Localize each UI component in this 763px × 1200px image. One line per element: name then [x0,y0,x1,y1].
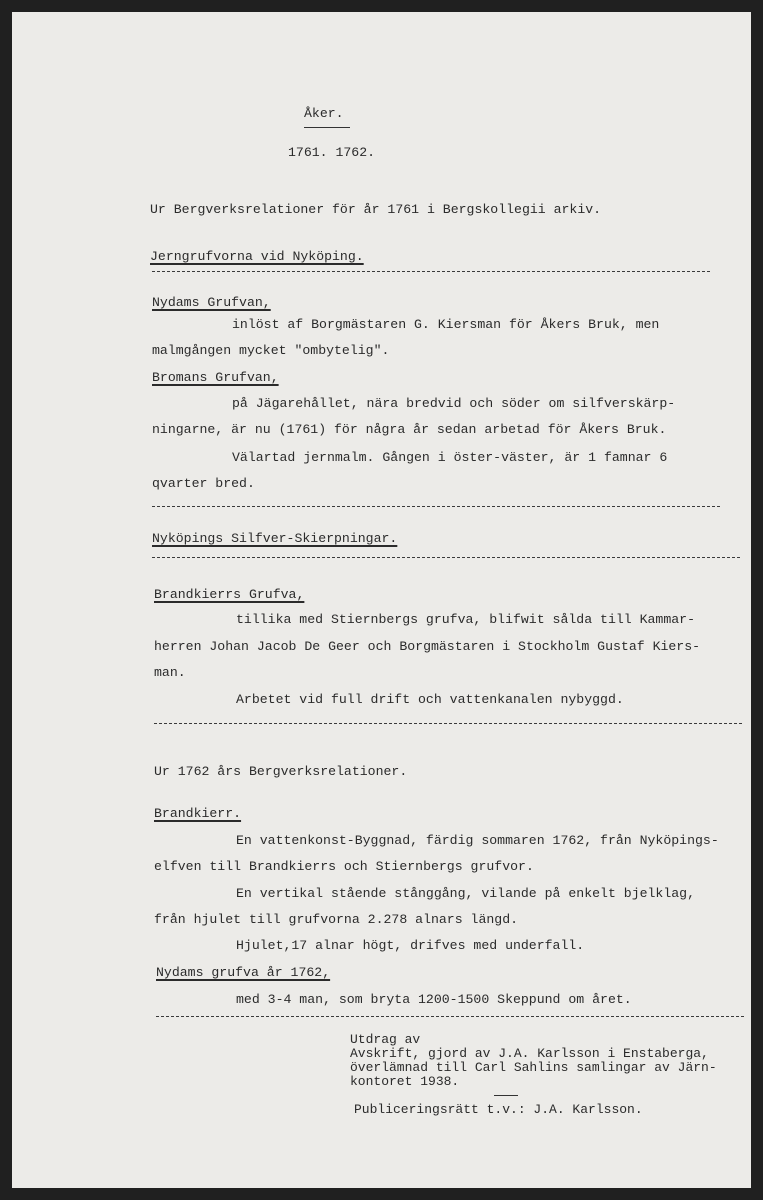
brandkierrs-line-1: tillika med Stiernbergs grufva, blifwit sålda till Kammar- [236,612,695,627]
section-heading: Jerngrufvorna vid Nyköping. [150,249,364,264]
bromans-line-3: Välartad jernmalm. Gången i öster-väster, är 1 famnar 6 [232,450,668,465]
brandkierr-line-4: från hjulet till grufvorna 2.278 alnars längd. [154,912,519,927]
nydams-line-2: malmgången mycket "ombytelig". [152,343,390,358]
document-page [12,12,751,1188]
footer-line-3: överlämnad till Carl Sahlins samlingar av Järn- [350,1060,717,1075]
source-1762: Ur 1762 års Bergverksrelationer. [154,764,408,779]
nydams-heading: Nydams Grufvan, [152,295,271,310]
footer-line-2: Avskrift, gjord av J.A. Karlsson i Enstaberga, [350,1046,709,1061]
bromans-line-2: ningarne, är nu (1761) för några år sedan arbetad för Åkers Bruk. [152,422,667,437]
brandkierr-line-3: En vertikal stående stånggång, vilande på enkelt bjelklag, [236,886,695,901]
dashed-divider [152,506,720,507]
page-title: Åker. [304,106,344,121]
brandkierr-heading: Brandkierr. [154,806,242,821]
bromans-heading: Bromans Grufvan, [152,370,279,385]
nydams-line-1: inlöst af Borgmästaren G. Kiersman för Åkers Bruk, men [232,317,660,332]
dashed-divider [154,723,742,724]
nydams-1762-heading: Nydams grufva år 1762, [156,965,331,980]
brandkierr-line-1: En vattenkonst-Byggnad, färdig sommaren 1762, från Nyköpings- [236,833,719,848]
years: 1761. 1762. [288,145,376,160]
nydams-1762-line-1: med 3-4 man, som bryta 1200-1500 Skeppund om året. [236,992,632,1007]
dashed-divider [156,1016,744,1017]
brandkierrs-line-2: herren Johan Jacob De Geer och Borgmästaren i Stockholm Gustaf Kiers- [154,639,701,654]
brandkierrs-heading: Brandkierrs Grufva, [154,587,305,602]
brandkierrs-line-4: Arbetet vid full drift och vattenkanalen nybyggd. [236,692,624,707]
title-underline [304,127,350,128]
footer-line-1: Utdrag av [350,1032,421,1047]
silfver-heading: Nyköpings Silfver-Skierpningar. [152,531,398,546]
footer-rule [494,1095,518,1096]
dashed-divider [152,557,740,558]
brandkierrs-line-3: man. [154,665,186,680]
brandkierr-line-2: elfven till Brandkierrs och Stiernbergs grufvor. [154,859,534,874]
footer-line-4: kontoret 1938. [350,1074,460,1089]
dashed-divider [152,271,710,272]
source-1761: Ur Bergverksrelationer för år 1761 i Bergskollegii arkiv. [150,202,602,217]
brandkierr-line-5: Hjulet,17 alnar högt, drifves med underfall. [236,938,585,953]
footer-rights: Publiceringsrätt t.v.: J.A. Karlsson. [354,1102,643,1117]
bromans-line-4: qvarter bred. [152,476,255,491]
bromans-line-1: på Jägarehållet, nära bredvid och söder om silfverskärp- [232,396,676,411]
